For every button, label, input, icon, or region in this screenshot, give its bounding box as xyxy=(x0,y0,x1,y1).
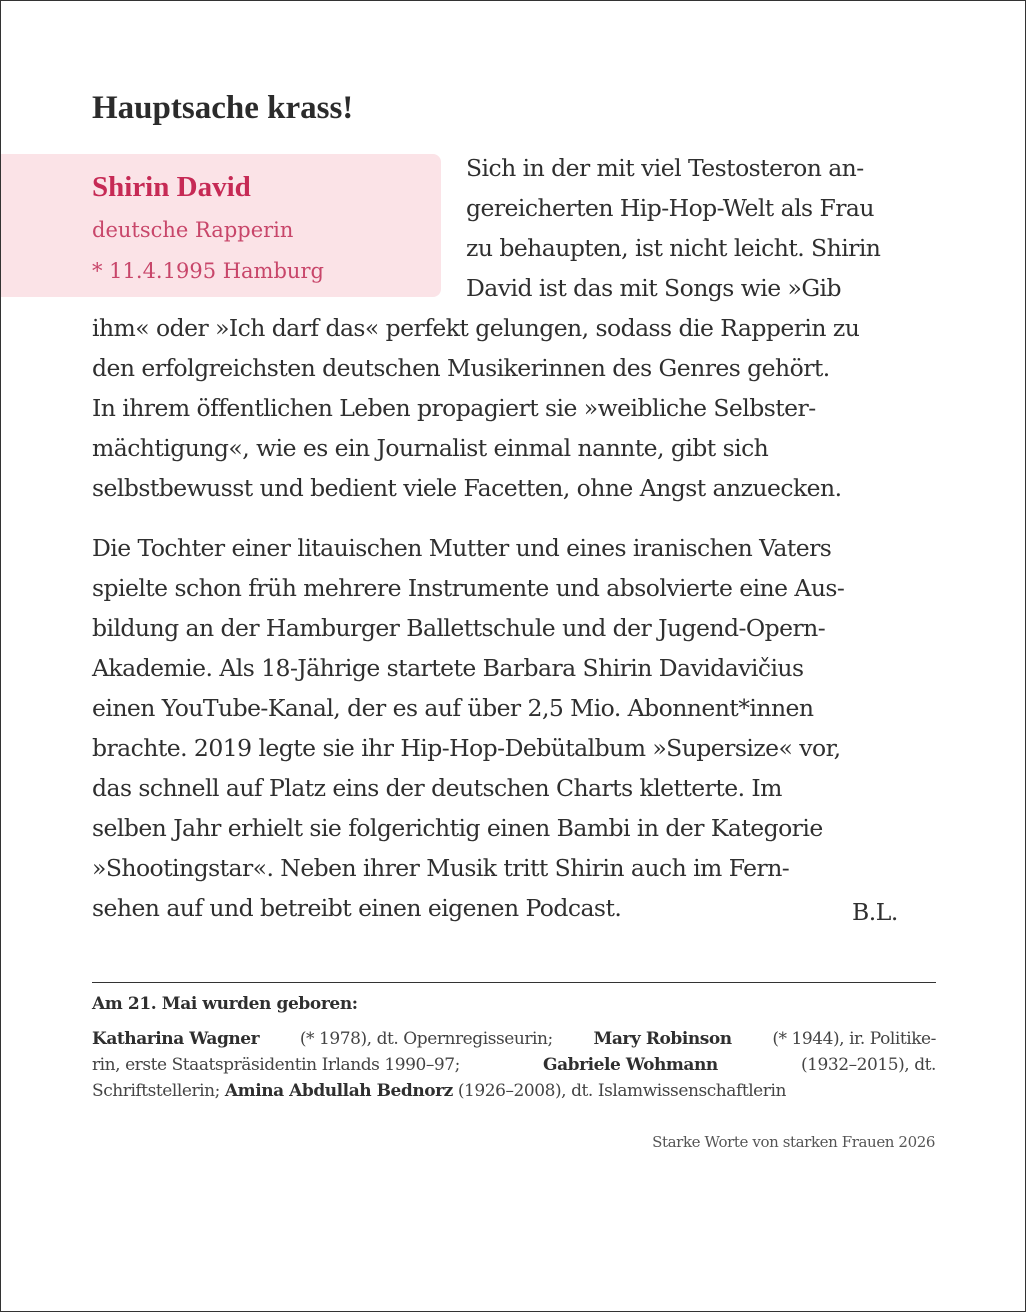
body-line: David ist das mit Songs wie »Gib xyxy=(466,274,842,302)
body-line: das schnell auf Platz eins der deutschen Charts kletterte. Im xyxy=(92,774,782,802)
body-line: »Shootingstar«. Neben ihrer Musik tritt Shirin auch im Fern- xyxy=(92,854,790,882)
divider xyxy=(92,982,936,983)
author-initials: B.L. xyxy=(852,898,898,926)
person-detail: Schriftstellerin; xyxy=(92,1081,220,1101)
body-line: Die Tochter einer litauischen Mutter und eines iranischen Vaters xyxy=(92,534,832,562)
body-line: gereicherten Hip-Hop-Welt als Frau xyxy=(466,194,874,222)
footer-publication: Starke Worte von starken Frauen 2026 xyxy=(652,1133,935,1151)
body-line: einen YouTube-Kanal, der es auf über 2,5 Mio. Abonnent*innen xyxy=(92,694,814,722)
person-detail: (1932–2015), dt. xyxy=(800,1055,936,1075)
profile-birth: * 11.4.1995 Hamburg xyxy=(92,259,324,283)
body-line: zu behaupten, ist nicht leicht. Shirin xyxy=(466,234,881,262)
profile-name: Shirin David xyxy=(92,171,251,203)
body-line: bildung an der Hamburger Ballettschule und der Jugend-Opern- xyxy=(92,614,826,642)
body-line: Sich in der mit viel Testosteron an- xyxy=(466,154,864,182)
born-today-line xyxy=(92,1052,936,1078)
person-name: Gabriele Wohmann xyxy=(543,1055,718,1075)
born-today-line xyxy=(92,1078,936,1104)
person-name: Mary Robinson xyxy=(593,1029,732,1049)
profile-role: deutsche Rapperin xyxy=(92,218,294,242)
born-today-heading: Am 21. Mai wurden geboren: xyxy=(92,994,358,1014)
body-line: selbstbewusst und bedient viele Facetten, ohne Angst anzuecken. xyxy=(92,474,842,502)
body-line: Akademie. Als 18-Jährige startete Barbara Shirin Davidavičius xyxy=(92,654,804,682)
person-name: Amina Abdullah Bednorz xyxy=(224,1081,453,1101)
body-line: selben Jahr erhielt sie folgerichtig einen Bambi in der Kategorie xyxy=(92,814,823,842)
person-detail: (* 1944), ir. Politike- xyxy=(772,1029,936,1049)
page-title: Hauptsache krass! xyxy=(92,90,354,126)
person-detail: (* 1978), dt. Opernregisseurin; xyxy=(299,1029,553,1049)
born-today-line xyxy=(92,1026,936,1052)
person-detail: (1926–2008), dt. Islamwissenschaftlerin xyxy=(457,1081,786,1101)
body-line: brachte. 2019 legte sie ihr Hip-Hop-Debütalbum »Supersize« vor, xyxy=(92,734,841,762)
body-line: In ihrem öffentlichen Leben propagiert sie »weibliche Selbster- xyxy=(92,394,816,422)
body-line: sehen auf und betreibt einen eigenen Podcast. xyxy=(92,894,622,922)
body-line: den erfolgreichsten deutschen Musikerinnen des Genres gehört. xyxy=(92,354,830,382)
body-line: mächtigung«, wie es ein Journalist einmal nannte, gibt sich xyxy=(92,434,769,462)
body-line: spielte schon früh mehrere Instrumente und absolvierte eine Aus- xyxy=(92,574,845,602)
person-detail: rin, erste Staatspräsidentin Irlands 1990–97; xyxy=(92,1055,460,1075)
birth-entry xyxy=(92,1026,259,1052)
body-line: ihm« oder »Ich darf das« perfekt gelungen, sodass die Rapperin zu xyxy=(92,314,860,342)
person-name: Katharina Wagner xyxy=(92,1029,260,1049)
